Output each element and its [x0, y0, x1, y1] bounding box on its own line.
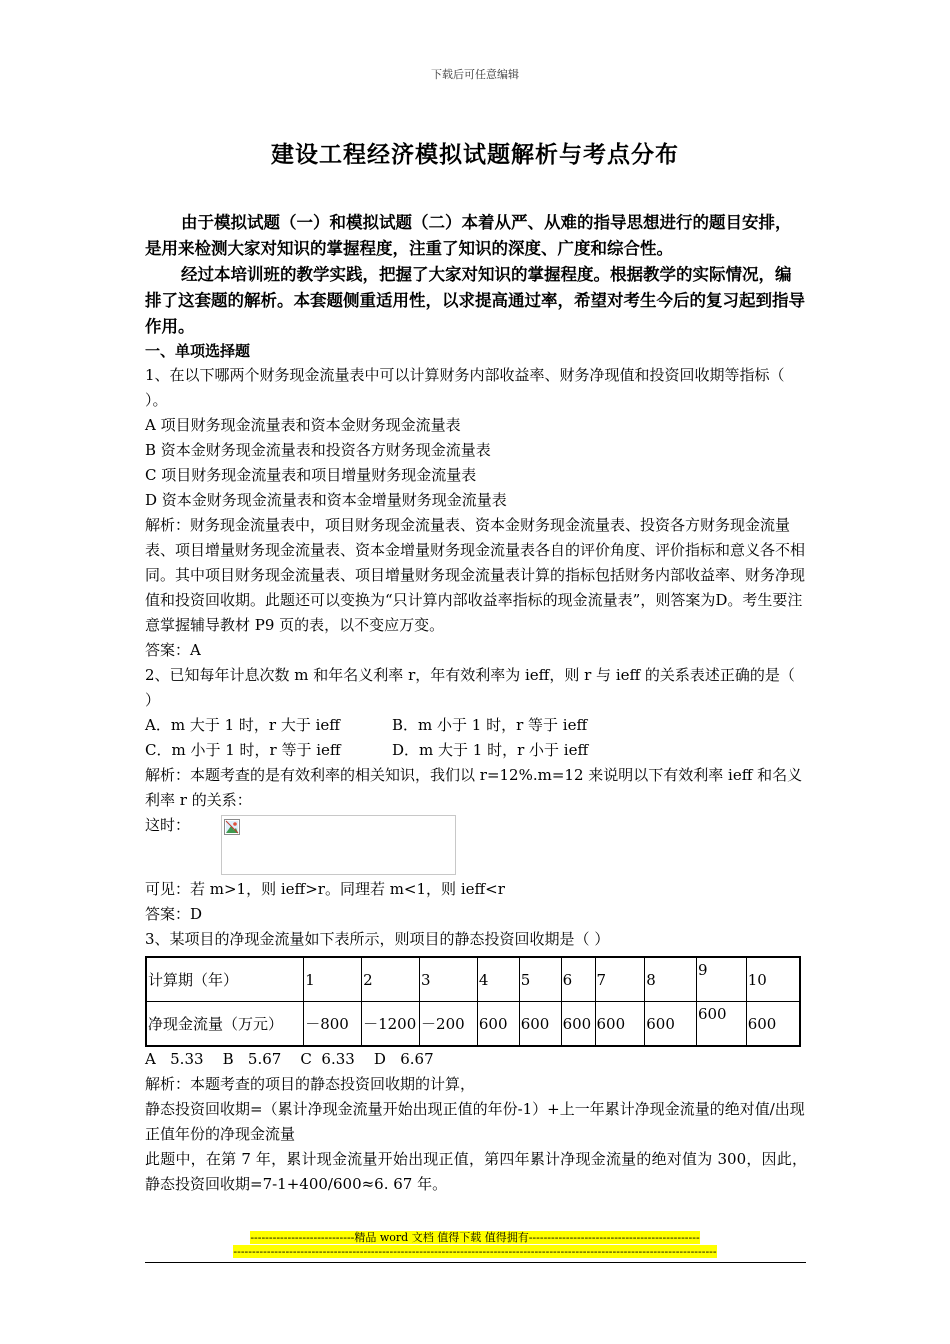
table-cell-year: 3 — [420, 957, 478, 1002]
q2-conclusion: 可见：若 m>1，则 ieff>r。同理若 m<1，则 ieff<r — [145, 880, 505, 898]
table-row-flows — [146, 1002, 800, 1047]
table-cell-year: 8 — [645, 957, 697, 1002]
header-note: 下载后可任意编辑 — [431, 68, 519, 81]
table-cell-flow: 600 — [561, 1002, 595, 1047]
q1-option-c: C 项目财务现金流量表和项目增量财务现金流量表 — [145, 466, 477, 484]
table-cell-flow: 600 — [477, 1002, 519, 1047]
table-cell-label: 计算期（年） — [146, 957, 304, 1002]
table-cell-year: 7 — [595, 957, 645, 1002]
q1-option-d: D 资本金财务现金流量表和资本金增量财务现金流量表 — [145, 491, 507, 509]
table-cell-label: 净现金流量（万元） — [146, 1002, 304, 1047]
q3-options: A 5.33 B 5.67 C 6.33 D 6.67 — [145, 1050, 434, 1068]
q1-stem: 1、在以下哪两个财务现金流量表中可以计算财务内部收益率、财务净现值和投资回收期等指标（ ）。 — [145, 366, 785, 409]
table-cell-flow: 600 — [645, 1002, 697, 1047]
table-cell-flow: －200 — [420, 1002, 478, 1047]
table-cell-flow: －800 — [304, 1002, 362, 1047]
table-cell-flow: 600 — [746, 1002, 800, 1047]
intro-paragraph-2: 经过本培训班的教学实践，把握了大家对知识的掌握程度。根据教学的实际情况，编排了这套题的解析。本套题侧重适用性，以求提高通过率，希望对考生今后的复习起到指导作用。 — [145, 265, 805, 336]
table-row-years — [146, 957, 800, 1002]
table-cell-year: 5 — [519, 957, 561, 1002]
q3-analysis: 解析：本题考查的项目的静态投资回收期的计算， — [145, 1075, 476, 1093]
cash-flow-table — [145, 956, 801, 1047]
q2-option-a: A．m 大于 1 时，r 大于 ieff — [145, 716, 340, 734]
table-cell-year: 1 — [304, 957, 362, 1002]
intro-paragraph-1: 由于模拟试题（一）和模拟试题（二）本着从严、从难的指导思想进行的题目安排，是用来检测大家对知识的掌握程度，注重了知识的深度、广度和综合性。 — [145, 213, 792, 258]
document-body — [145, 210, 807, 1197]
q2-image-line — [145, 813, 807, 877]
footer-dash-line: ---------------------------------------------------------------------------------------------------------------------------------- — [233, 1245, 717, 1258]
q2-options-row-2 — [145, 738, 807, 763]
table-cell-year: 4 — [477, 957, 519, 1002]
q1-option-b: B 资本金财务现金流量表和投资各方财务现金流量表 — [145, 441, 491, 459]
q1-option-a: A 项目财务现金流量表和资本金财务现金流量表 — [145, 416, 461, 434]
formula-image-placeholder — [221, 815, 456, 875]
q3-stem: 3、某项目的净现金流量如下表所示，则项目的静态投资回收期是（ ） — [145, 930, 610, 948]
document-title: 建设工程经济模拟试题解析与考点分布 — [271, 141, 679, 168]
q2-option-c: C．m 小于 1 时，r 等于 ieff — [145, 741, 341, 759]
q1-answer: 答案：A — [145, 641, 201, 659]
q1-analysis: 解析：财务现金流量表中，项目财务现金流量表、资本金财务现金流量表、投资各方财务现金流量表、项目增量财务现金流量表、资本金增量财务现金流量表各自的评价角度、评价指标和意义各不相同。其中项目财务现金流量表、项目增量财务现金流量表计算的指标包括财务内部收益率、财务净现值和投资回收期。此题还可以变换为“只计算内部收益率指标的现金流量表”，则答案为D。考生要注意掌握辅导教材 P9 页的表，以不变应万变。 — [145, 516, 806, 634]
q2-options-row-1 — [145, 713, 807, 738]
q3-formula: 静态投资回收期=（累计净现金流量开始出现正值的年份-1）+上一年累计净现金流量的绝对值/出现正值年份的净现金流量 — [145, 1100, 805, 1143]
q2-image-label: 这时： — [145, 816, 191, 834]
section-heading: 一、单项选择题 — [145, 342, 251, 360]
broken-image-icon — [224, 819, 240, 835]
footer-banner-line-2 — [0, 1245, 950, 1258]
table-cell-year: 9 — [696, 957, 746, 1002]
table-cell-flow: 600 — [595, 1002, 645, 1047]
table-cell-flow: －1200 — [362, 1002, 420, 1047]
footer-rule — [145, 1262, 806, 1263]
q3-explanation: 此题中，在第 7 年，累计现金流量开始出现正值，第四年累计净现金流量的绝对值为 300，因此，静态投资回收期=7-1+400/600≈6. 67 年。 — [145, 1150, 807, 1193]
table-cell-flow: 600 — [696, 1002, 746, 1047]
table-cell-flow: 600 — [519, 1002, 561, 1047]
table-cell-year: 6 — [561, 957, 595, 1002]
q2-stem: 2、已知每年计息次数 m 和年名义利率 r，年有效利率为 ieff，则 r 与 ieff 的关系表述正确的是（ ） — [145, 666, 795, 709]
q2-answer: 答案：D — [145, 905, 203, 923]
q2-option-d: D．m 大于 1 时，r 小于 ieff — [392, 741, 589, 759]
table-cell-year: 10 — [746, 957, 800, 1002]
table-cell-year: 2 — [362, 957, 420, 1002]
footer-banner-text: ----------------------------精品 word 文档 值得下载 值得拥有---------------------------------------------- — [250, 1231, 700, 1244]
footer-banner-line-1 — [0, 1229, 950, 1245]
q2-analysis: 解析：本题考查的是有效利率的相关知识，我们以 r=12%.m=12 来说明以下有效利率 ieff 和名义利率 r 的关系： — [145, 766, 803, 809]
q2-option-b: B．m 小于 1 时，r 等于 ieff — [392, 716, 588, 734]
